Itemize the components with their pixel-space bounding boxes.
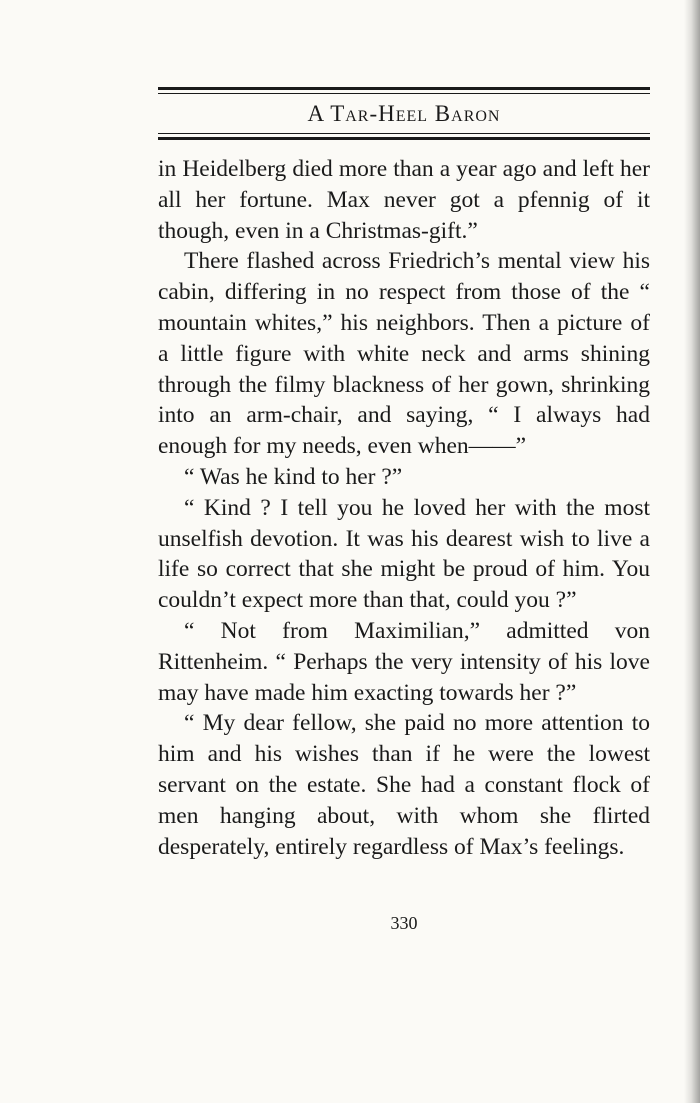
paragraph-2: There flashed across Friedrich’s mental view his cabin, differing in no respect from those of the “ mountain whites,” his neighbors. Then a picture of a little figure with white neck and arms shining through the filmy blackness of her gown, shrinking into an arm-chair, and saying, “ I always had enough for my needs, even when——” — [158, 248, 650, 460]
running-head: A Tar-Heel Baron — [307, 101, 501, 126]
paragraph-3: “ Was he kind to her ?” — [184, 463, 403, 490]
header-rule-bottom-thick — [158, 137, 650, 140]
header-rule-top-thin — [158, 93, 650, 94]
page-edge-shadow — [684, 0, 700, 1103]
paragraph-5: “ Not from Maximilian,” admitted von Rittenheim. “ Perhaps the very intensity of his love may have made him exacting towards her ?” — [158, 617, 650, 706]
header-rule-bottom-thin — [158, 133, 650, 134]
page-number: 330 — [390, 913, 418, 933]
paragraph-1: in Heidelberg died more than a year ago and left her all her fortune. Max never got a pfennig of it though, even in a Christmas-gift.” — [158, 156, 650, 244]
paragraph-6: “ My dear fellow, she paid no more attention to him and his wishes than if he were the lowest servant on the estate. She had a constant flock of men hanging about, with whom she flirted desperately, entirely regardless of Max’s feelings. — [158, 710, 650, 860]
paragraph-4: “ Kind ? I tell you he loved her with the most unselfish devotion. It was his dearest wish to live a life so correct that she might be proud of him. You couldn’t expect more than that, could you ?” — [158, 494, 650, 614]
header-rule-top-thick — [158, 87, 650, 90]
body-text — [158, 154, 650, 862]
